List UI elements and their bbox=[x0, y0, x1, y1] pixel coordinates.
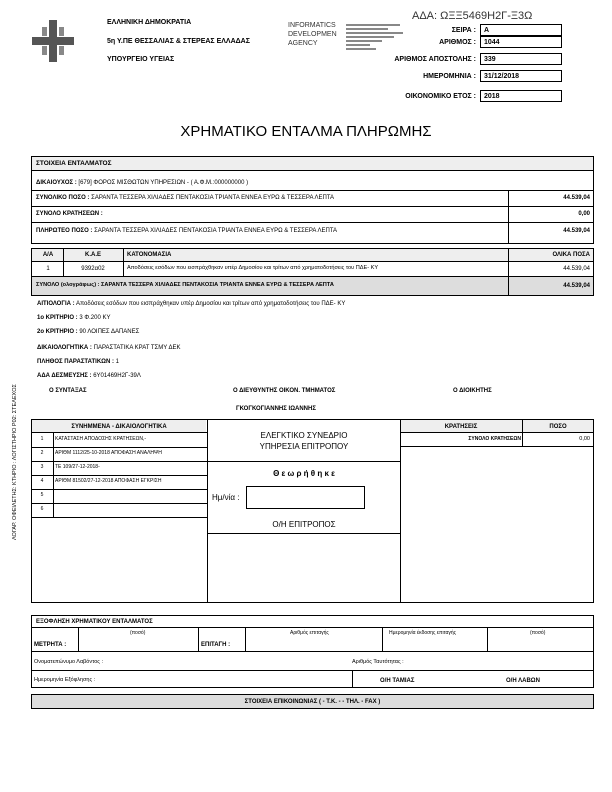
cashier-label: Ο/Η ΤΑΜΙΑΣ bbox=[380, 678, 415, 684]
agency-line-1: INFORMATICS bbox=[288, 22, 336, 29]
id-label: Αριθμός Ταυτότητας : bbox=[352, 659, 404, 665]
fiscal-year-box bbox=[480, 90, 562, 102]
attachment-num: 2 bbox=[40, 450, 44, 456]
sum-text: ΣΑΡΑΝΤΑ ΤΕΣΣΕΡΑ ΧΙΛΙΑΔΕΣ ΠΕΝΤΑΚΟΣΙΑ ΤΡΙΑΝΤΑ ΕΝΝΕΑ ΕΥΡΩ & ΤΕΣΣΕΡΑ ΛΕΠΤΑ bbox=[101, 282, 334, 288]
withholdings-header: ΚΡΑΤΗΣΕΙΣ bbox=[444, 424, 478, 430]
agency-line-2: DEVELOPMEN bbox=[288, 31, 337, 38]
recipient-label: Ονοματεπώνυμο Λαβόντος : bbox=[34, 659, 103, 665]
ada-commitment-value: 6Υ01469Η2Γ-39Λ bbox=[93, 373, 141, 379]
withholdings-amount-header: ΠΟΣΟ bbox=[549, 424, 567, 430]
aitiologia-row bbox=[37, 301, 345, 307]
page-title: ΧΡΗΜΑΤΙΚΟ ΕΝΤΑΛΜΑ ΠΛΗΡΩΜΗΣ bbox=[180, 123, 432, 140]
country-name: ΕΛΛΗΝΙΚΗ ΔΗΜΟΚΡΑΤΙΑ bbox=[107, 19, 192, 26]
fiscal-year-value: 2018 bbox=[484, 93, 500, 100]
dispatch-box bbox=[480, 53, 562, 65]
count-value: 1 bbox=[115, 359, 119, 365]
date-label: ΗΜΕΡΟΜΗΝΙΑ : bbox=[423, 73, 476, 80]
payable-label: ΠΛΗΡΩΤΕΟ ΠΟΣΟ : bbox=[36, 228, 93, 234]
payment-date-label: Ημερομηνία Εξόφλησης : bbox=[34, 677, 96, 683]
series-label: ΣΕΙΡΑ : bbox=[451, 27, 476, 34]
attachment-text: ΑΡΙΘΜ 1112/25-10-2018 ΑΠΟΦΑΣΗ ΑΝΑΛΗΨΗ bbox=[55, 450, 162, 456]
withholdings-value: 0,00 bbox=[578, 211, 590, 217]
sum-value: 44.539,04 bbox=[563, 283, 590, 289]
dispatch-label: ΑΡΙΘΜΟΣ ΑΠΟΣΤΟΛΗΣ : bbox=[394, 56, 476, 63]
ada-commitment-label: ΑΔΑ ΔΕΣΜΕΥΣΗΣ : bbox=[37, 373, 92, 379]
check-number-hint: Αριθμός επιταγής bbox=[290, 630, 329, 636]
receiver-label: Ο/Η ΛΑΒΩΝ bbox=[506, 678, 540, 684]
number-box bbox=[480, 36, 562, 48]
beneficiary-value: [679] ΦΟΡΟΣ ΜΙΣΘΩΤΩΝ ΥΠΗΡΕΣΙΩΝ - ( Α.Φ.Μ.:000000000 ) bbox=[78, 180, 249, 186]
payable-row bbox=[36, 228, 337, 234]
crit2-row bbox=[37, 329, 139, 335]
crit2-label: 2ο ΚΡΙΤΗΡΙΟ : bbox=[37, 329, 78, 335]
ada-commitment-row bbox=[37, 373, 141, 379]
commissioner-label: Ο/Η ΕΠΙΤΡΟΠΟΣ bbox=[272, 520, 336, 529]
check-label: ΕΠΙΤΑΓΗ : bbox=[201, 642, 231, 648]
docs-value: ΠΑΡΑΣΤΑΤΙΚΑ ΚΡΑΤ ΤΣΜΥ ΔΕΚ bbox=[93, 345, 181, 351]
col-amount-header: ΟΛΙΚΑ ΠΟΣΑ bbox=[552, 252, 590, 258]
row-kae: 9392α02 bbox=[81, 266, 105, 272]
region-name: 5η Υ.ΠΕ ΘΕΣΣΑΛΙΑΣ & ΣΤΕΡΕΑΣ ΕΛΛΑΔΑΣ bbox=[107, 38, 250, 45]
director-signature-label: Ο ΔΙΕΥΘΥΝΤΗΣ ΟΙΚΟΝ. ΤΜΗΜΑΤΟΣ bbox=[233, 388, 336, 394]
audit-date-label: Ημ/νία : bbox=[212, 493, 240, 502]
row-amount: 44.539,04 bbox=[563, 266, 590, 272]
audit-checked: Θ ε ω ρ ή θ η κ ε bbox=[273, 469, 335, 478]
attachment-num: 4 bbox=[40, 478, 44, 484]
total-label: ΣΥΝΟΛΙΚΟ ΠΟΣΟ : bbox=[36, 195, 90, 201]
crit1-label: 1ο ΚΡΙΤΗΡΙΟ : bbox=[37, 315, 78, 321]
withholdings-total-label: ΣΥΝΟΛΟ ΚΡΑΤΗΣΕΩΝ bbox=[468, 436, 521, 442]
sum-label: ΣΥΝΟΛΟ (ολογράφως) : bbox=[36, 282, 100, 288]
ministry-logo bbox=[32, 20, 74, 62]
series-box bbox=[480, 24, 562, 36]
check-amount-hint: (ποσό) bbox=[530, 630, 546, 636]
attachments-header: ΣΥΝΗΜΜΕΝΑ - ΔΙΚΑΙΟΛΟΓΗΤΙΚΑ bbox=[71, 424, 167, 430]
series-value: Α bbox=[484, 27, 490, 34]
audit-line-2: ΥΠΗΡΕΣΙΑ ΕΠΙΤΡΟΠΟΥ bbox=[259, 442, 349, 451]
beneficiary-label: ΔΙΚΑΙΟΥΧΟΣ : bbox=[36, 180, 77, 186]
audit-date-box bbox=[246, 486, 365, 509]
crit1-value: 3 Φ.200 ΚΥ bbox=[79, 315, 111, 321]
count-label: ΠΛΗΘΟΣ ΠΑΡΑΣΤΑΤΙΚΩΝ : bbox=[37, 359, 114, 365]
count-row bbox=[37, 359, 119, 365]
withholdings-label: ΣΥΝΟΛΟ ΚΡΑΤΗΣΕΩΝ : bbox=[36, 211, 103, 217]
fiscal-year-label: ΟΙΚΟΝΟΜΙΚΟ ΕΤΟΣ : bbox=[405, 93, 476, 100]
contact-info: ΣΤΟΙΧΕΙΑ ΕΠΙΚΟΙΝΩΝΙΑΣ ( - Τ.Κ. - - ΤΗΛ. - FAX ) bbox=[244, 699, 381, 705]
cash-label: ΜΕΤΡΗΤΑ : bbox=[34, 642, 67, 648]
author-signature-label: Ο ΣΥΝΤΑΞΑΣ bbox=[49, 388, 87, 394]
attachment-num: 5 bbox=[40, 492, 44, 498]
docs-row bbox=[37, 345, 181, 351]
total-value: 44.539,04 bbox=[563, 195, 590, 201]
details-title: ΣΤΟΙΧΕΙΑ ΕΝΤΑΛΜΑΤΟΣ bbox=[36, 160, 112, 167]
agency-line-3: AGENCY bbox=[288, 40, 318, 47]
administrator-signature-label: Ο ΔΙΟΙΚΗΤΗΣ bbox=[453, 388, 492, 394]
attachment-num: 3 bbox=[40, 464, 44, 470]
attachment-text: ΚΑΤΑΣΤΑΣΗ ΑΠΟΔΟΣΗΣ ΚΡΑΤΗΣΕΩΝ,- bbox=[55, 436, 147, 442]
crit2-value: 90 ΛΟΙΠΕΣ ΔΑΠΑΝΕΣ bbox=[79, 329, 140, 335]
audit-line-1: ΕΛΕΓΚΤΙΚΟ ΣΥΝΕΔΡΙΟ bbox=[260, 431, 348, 440]
sum-row bbox=[36, 283, 334, 289]
director-name: ΓΚΟΓΚΟΓΙΑΝΝΗΣ ΙΩΑΝΝΗΣ bbox=[236, 406, 316, 412]
check-date-hint: Ημερομηνία έκδοσης επιταγής bbox=[389, 630, 457, 636]
attachment-text: ΑΡΙΘΜ 81502/27-12-2018 ΑΠΟΦΑΣΗ ΕΓΚΡΙΣΗ bbox=[55, 478, 162, 484]
row-name: Αποδόσεις εσόδων που εισπράχθηκαν υπέρ Δημοσίου και τρίτων από χρηματοδοτήσεις του ΠΔΕ- ΚΥ bbox=[127, 265, 379, 271]
side-account-text-label: ΛΟΓΑΡ. ΟΦΕΙΛΕΤΗΣ: ΚΤΗΡΙΟ : ΛΟΓΙΣΤΗΡΙΟ Ρ02: ΣΤΕΛΕΧΟΣ bbox=[12, 384, 18, 540]
total-row bbox=[36, 195, 334, 201]
number-label: ΑΡΙΘΜΟΣ : bbox=[439, 39, 476, 46]
ministry-name: ΥΠΟΥΡΓΕΙΟ ΥΓΕΙΑΣ bbox=[107, 56, 175, 63]
payable-value: 44.539,04 bbox=[563, 228, 590, 234]
aitiologia-label: ΑΙΤΙΟΛΟΓΙΑ : bbox=[37, 301, 75, 307]
beneficiary-row bbox=[36, 180, 248, 186]
dispatch-value: 339 bbox=[484, 56, 496, 63]
payment-title: ΕΞΟΦΛΗΣΗ ΧΡΗΜΑΤΙΚΟΥ ΕΝΤΑΛΜΑΤΟΣ bbox=[36, 619, 153, 625]
col-kae-header: Κ.Α.Ε bbox=[84, 252, 101, 258]
aitiologia-value: Αποδόσεις εσόδων που εισπράχθηκαν υπέρ Δημοσίου και τρίτων από χρηματοδοτήσεις του ΠΔΕ- ΚΥ bbox=[75, 301, 346, 307]
row-aa: 1 bbox=[46, 266, 50, 272]
date-value: 31/12/2018 bbox=[484, 73, 520, 80]
col-name-header: ΚΑΤΟΝΟΜΑΣΙΑ bbox=[127, 252, 172, 258]
ada-code: ΑΔΑ: ΩΞΞ5469Η2Γ-Ξ3Ω bbox=[412, 10, 533, 22]
cash-amount-hint: (ποσό) bbox=[130, 630, 146, 636]
attachment-text: ΤΕ 109/27-12-2018- bbox=[55, 464, 100, 470]
attachment-num: 6 bbox=[40, 506, 44, 512]
payable-text: ΣΑΡΑΝΤΑ ΤΕΣΣΕΡΑ ΧΙΛΙΑΔΕΣ ΠΕΝΤΑΚΟΣΙΑ ΤΡΙΑΝΤΑ ΕΝΝΕΑ ΕΥΡΩ & ΤΕΣΣΕΡΑ ΛΕΠΤΑ bbox=[94, 228, 338, 234]
attachment-num: 1 bbox=[40, 436, 44, 442]
date-box bbox=[480, 70, 562, 82]
docs-label: ΔΙΚΑΙΟΛΟΓΗΤΙΚΑ : bbox=[37, 345, 92, 351]
total-text: ΣΑΡΑΝΤΑ ΤΕΣΣΕΡΑ ΧΙΛΙΑΔΕΣ ΠΕΝΤΑΚΟΣΙΑ ΤΡΙΑΝΤΑ ΕΝΝΕΑ ΕΥΡΩ & ΤΕΣΣΕΡΑ ΛΕΠΤΑ bbox=[91, 195, 335, 201]
col-aa-header: Α/Α bbox=[42, 252, 54, 258]
crit1-row bbox=[37, 315, 110, 321]
number-value: 1044 bbox=[484, 39, 500, 46]
withholdings-total-value: 0,00 bbox=[579, 436, 590, 442]
